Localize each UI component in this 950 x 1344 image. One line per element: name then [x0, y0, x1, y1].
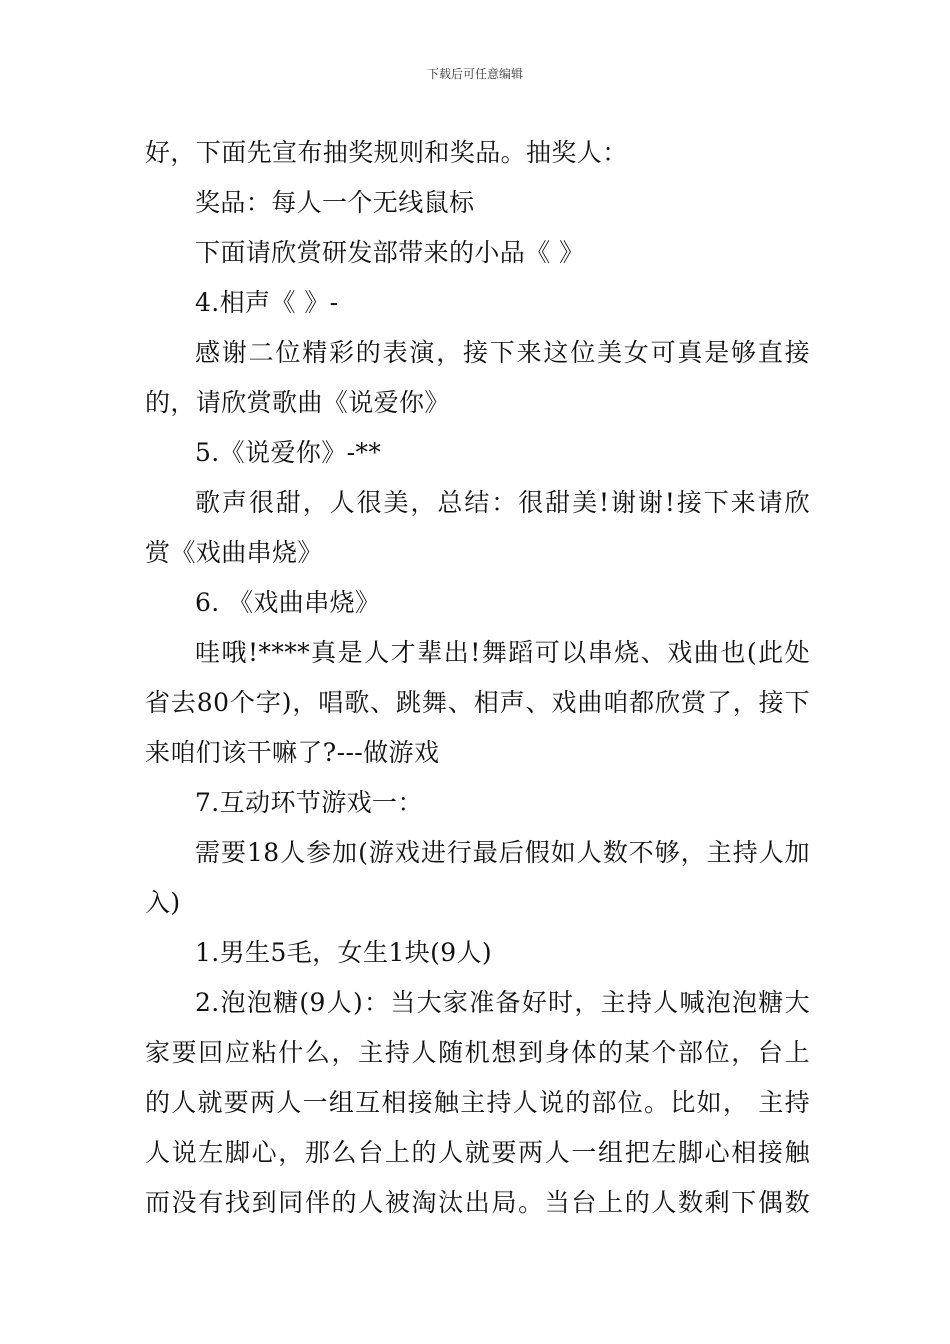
paragraph-line: 家要回应粘什么，主持人随机想到身体的某个部位，台上 [145, 1038, 810, 1067]
page-header-note: 下载后可任意编辑 [426, 67, 523, 81]
paragraph-line: 赏《戏曲串烧》 [145, 538, 323, 567]
paragraph-line: 需要18人参加(游戏进行最后假如人数不够，主持人加 [195, 838, 810, 867]
paragraph-line: 入) [145, 888, 181, 917]
paragraph-line: 省去80个字)，唱歌、跳舞、相声、戏曲咱都欣赏了，接下 [145, 688, 810, 717]
paragraph-line: 哇哦!****真是人才辈出!舞蹈可以串烧、戏曲也(此处 [195, 638, 810, 667]
paragraph-line: 的人就要两人一组互相接触主持人说的部位。比如， 主持 [145, 1088, 810, 1117]
list-item-heading: 5.《说爱你》-** [195, 438, 382, 467]
paragraph-line: 奖品：每人一个无线鼠标 [195, 188, 475, 217]
list-item-heading: 4.相声《 》- [195, 288, 339, 317]
paragraph-line: 而没有找到同伴的人被淘汰出局。当台上的人数剩下偶数 [145, 1188, 810, 1217]
list-item-heading: 6. 《戏曲串烧》 [195, 588, 381, 617]
paragraph-line: 的，请欣赏歌曲《说爱你》 [145, 388, 450, 417]
paragraph-line: 感谢二位精彩的表演，接下来这位美女可真是够直接 [195, 338, 810, 367]
paragraph-line: 人说左脚心，那么台上的人就要两人一组把左脚心相接触 [145, 1138, 810, 1167]
list-item-heading: 7.互动环节游戏一： [195, 788, 423, 817]
paragraph-line: 来咱们该干嘛了?---做游戏 [145, 738, 440, 767]
list-item: 2.泡泡糖(9人)：当大家准备好时，主持人喊泡泡糖大 [195, 988, 810, 1017]
paragraph-line: 下面请欣赏研发部带来的小品《 》 [195, 238, 585, 267]
paragraph-line: 歌声很甜，人很美，总结：很甜美!谢谢!接下来请欣 [195, 488, 810, 517]
paragraph-line: 好，下面先宣布抽奖规则和奖品。抽奖人： [145, 138, 628, 167]
document-body [145, 128, 810, 1228]
list-item: 1.男生5毛，女生1块(9人) [195, 938, 493, 967]
